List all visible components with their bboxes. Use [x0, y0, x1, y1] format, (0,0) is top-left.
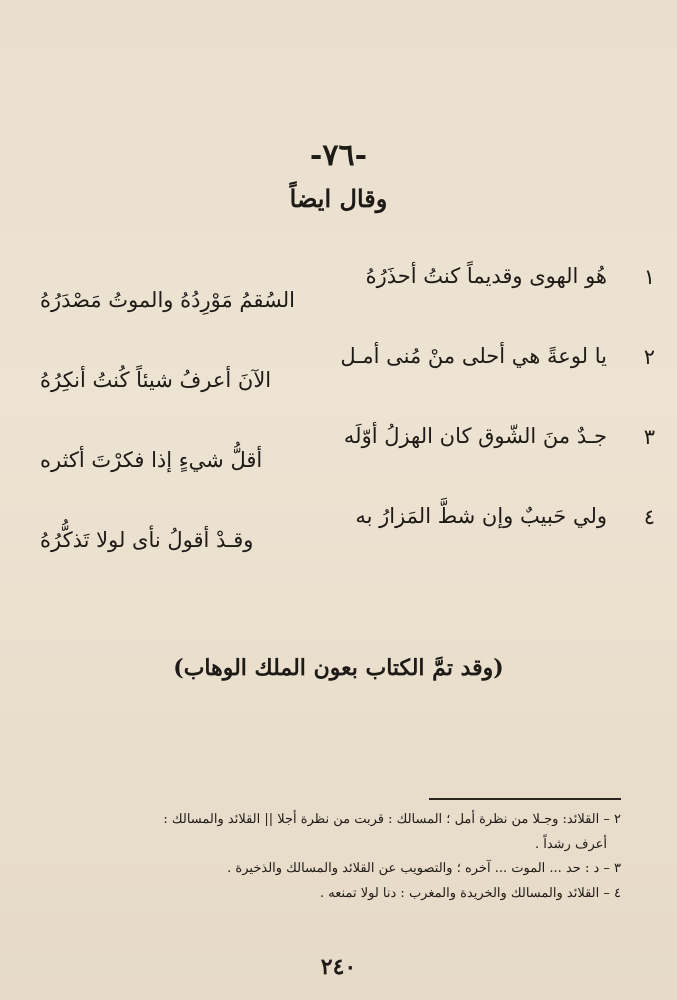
page-number: ٢٤٠ [320, 954, 357, 980]
poem [30, 255, 655, 575]
verse-number: ٤ [643, 505, 655, 529]
verse-second-hemistich: وقـدْ أقولُ نأى لولا تَذكُّرُهُ [40, 527, 254, 552]
verse-first-hemistich: جـدٌ منَ الشّوق كان الهزلُ أوّلَه [343, 424, 607, 448]
footnotes [56, 808, 621, 907]
verse [30, 335, 655, 415]
verse [30, 415, 655, 495]
verse-second-hemistich: السُقمُ مَوْرِدُهُ والموتُ مَصْدَرُهُ [40, 287, 295, 312]
verse-first-hemistich: هُو الهوى وقديماً كنتُ أحذَرُهُ [365, 264, 607, 288]
verse-number: ١ [643, 265, 655, 289]
section-number: -٧٦- [309, 138, 368, 173]
verse-first-hemistich: يا لوعةً هي أحلى منْ مُنى أمـل [340, 344, 607, 368]
footnote: ٤ – القلائد والمسالك والخريدة والمغرب : دنا لولا تمنعه . [320, 886, 621, 902]
section-title: وقال ايضاً [289, 184, 388, 213]
verse [30, 495, 655, 575]
closing-line: (وقد تمَّ الكتاب بعون الملك الوهاب) [173, 655, 504, 681]
verse-second-hemistich: أقلُّ شيءٍ إذا فكرْتَ أكثره [40, 447, 263, 472]
verse-first-hemistich: ولي حَبيبٌ وإن شطَّ المَزارُ به [355, 504, 607, 528]
verse-second-hemistich: الآنَ أعرفُ شيئاً كُنتُ أنكِرُهُ [40, 367, 272, 392]
footnote: ٢ – القلائد: وجـلا من نظرة أمل ؛ المسالك : قربت من نظرة أجلا || القلائد والمسالك : [163, 812, 621, 827]
verse [30, 255, 655, 335]
footnote-divider [429, 798, 621, 800]
verse-number: ٢ [643, 345, 655, 369]
footnote-continuation: أعرف رشداً . [534, 836, 607, 852]
footnote: ٣ – د : حد ... الموت ... آخره ؛ والتصويب عن القلائد والمسالك والذخيرة . [227, 861, 621, 877]
verse-number: ٣ [643, 425, 655, 449]
